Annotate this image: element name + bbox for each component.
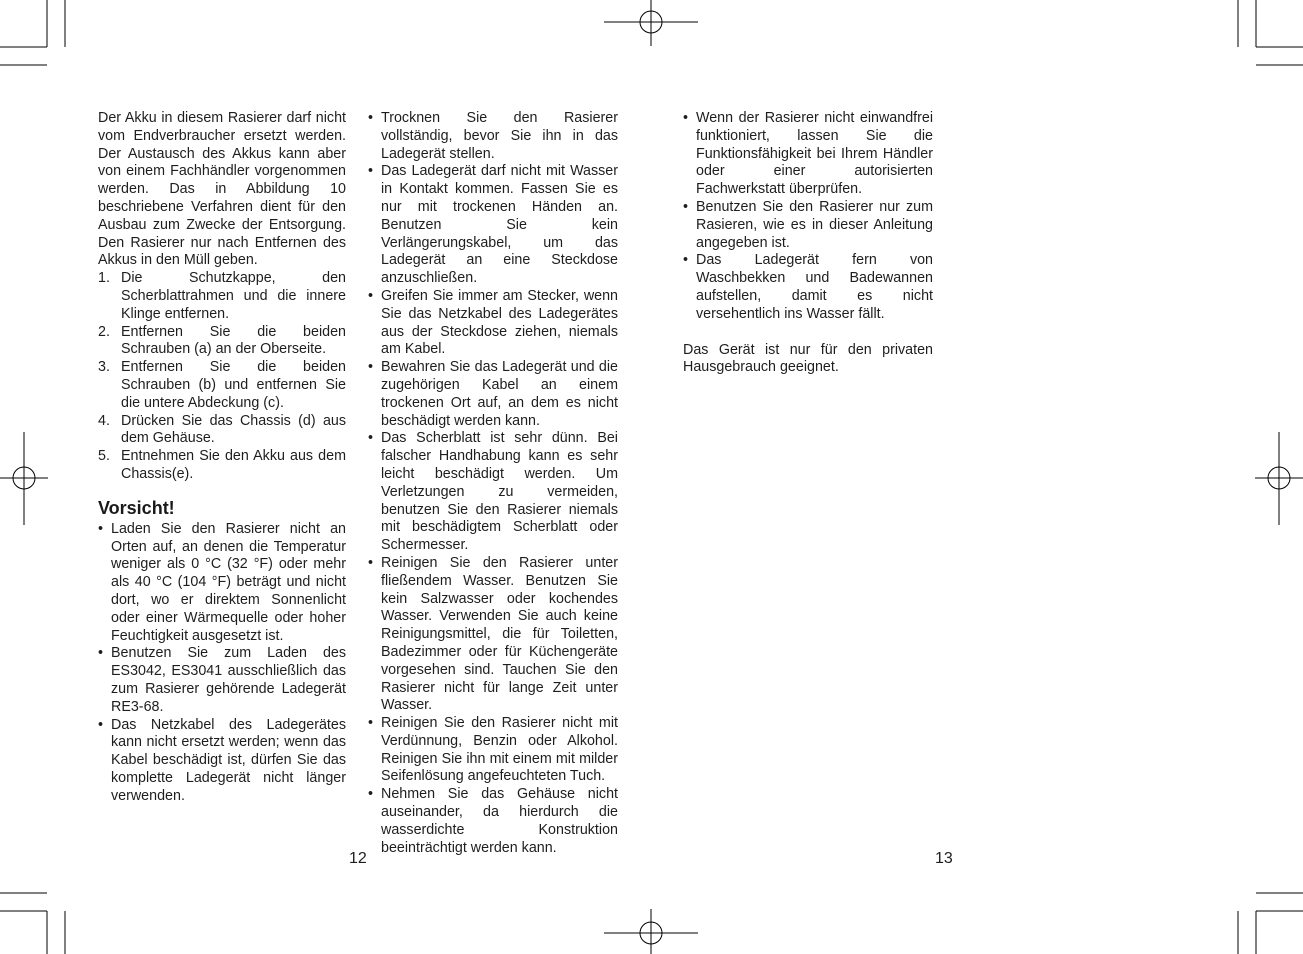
list-item [98, 413, 346, 449]
list-item: • Das Ladegerät darf nicht mit Wasser in Kontakt kommen. Fassen Sie es nur mit trockenen Händen an. Benutzen Sie kein Verlängerungskabel, um das Ladegerät an eine Steckdose anzuschließen. [368, 163, 618, 288]
registration-mark-left [0, 432, 48, 525]
private-use-note: Das Gerät ist nur für den privaten Hausgebrauch geeignet. [683, 341, 933, 376]
step-text: Entfernen Sie die beiden Schrauben (b) und entfernen Sie die untere Abdeckung (c). [121, 359, 346, 411]
list-item: • Reinigen Sie den Rasierer unter fließendem Wasser. Benutzen Sie kein Salzwasser oder kochendes Wasser. Verwenden Sie auch keine Reinigungsmittel, die für Toiletten, Badezimmer oder für Küchengeräte vorgesehen sind. Tauchen Sie den Rasierer nicht für lange Zeit unter Wasser. [368, 555, 618, 715]
list-item: • Nehmen Sie das Gehäuse nicht auseinander, da hierdurch die wasserdichte Konstruktion beeinträchtigt werden kann. [368, 786, 618, 857]
list-item: • Das Scherblatt ist sehr dünn. Bei falscher Handhabung kann es sehr leicht beschädigt werden. Um Verletzungen zu vermeiden, benutzen Sie den Rasierer niemals mit beschädigtem Scherblatt oder Schermesser. [368, 430, 618, 555]
safety-bullets [368, 110, 618, 857]
list-item [98, 270, 346, 323]
step-number: 2. [98, 323, 110, 340]
list-item [98, 324, 346, 360]
usage-bullets [683, 110, 933, 324]
list-item: • Das Ladegerät fern von Waschbekken und Badewannen aufstellen, damit es nicht versehentlich ins Wasser fällt. [683, 252, 933, 323]
caution-heading: Vorsicht! [98, 497, 175, 518]
list-item [98, 448, 346, 484]
step-number: 4. [98, 412, 110, 429]
registration-mark-top [604, 0, 698, 46]
right-column [683, 110, 933, 377]
list-item: • Benutzen Sie den Rasierer nur zum Rasieren, wie es in dieser Anleitung angegeben ist. [683, 199, 933, 252]
middle-column [368, 110, 618, 857]
list-item [98, 359, 346, 412]
registration-mark-bottom [604, 909, 698, 954]
list-item: • Reinigen Sie den Rasierer nicht mit Verdünnung, Benzin oder Alkohol. Reinigen Sie ihn mit einem mit milder Seifenlösung angefeuchteten Tuch. [368, 715, 618, 786]
page-number-left: 12 [349, 850, 367, 867]
list-item: • Bewahren Sie das Ladegerät und die zugehörigen Kabel an einem trockenen Ort auf, an dem es nicht beschädigt werden kann. [368, 359, 618, 430]
list-item: • Das Netzkabel des Ladegerätes kann nicht ersetzt werden; wenn das Kabel beschädigt ist, dürfen Sie das komplette Ladegerät nicht länger verwenden. [98, 717, 346, 806]
step-number: 5. [98, 448, 110, 465]
step-text: Die Schutzkappe, den Scherblattrahmen und die innere Klinge entfernen. [121, 270, 346, 322]
intro-paragraph: Der Akku in diesem Rasierer darf nicht vom Endverbraucher ersetzt werden. Der Austausch des Akkus kann aber von einem Fachhändler vorgenommen werden. Das in Abbildung 10 beschriebene Verfahren dient für den Ausbau zum Zwecke der Entsorgung. Den Rasierer nur nach Entfernen des Akkus in den Müll geben. [98, 110, 346, 269]
caution-bullets [98, 521, 346, 806]
list-item: • Trocknen Sie den Rasierer vollständig, bevor Sie ihn in das Ladegerät stellen. [368, 110, 618, 163]
list-item: • Greifen Sie immer am Stecker, wenn Sie das Netzkabel des Ladegerätes aus der Steckdose ziehen, niemals am Kabel. [368, 288, 618, 359]
registration-mark-right [1255, 432, 1303, 525]
page-number-right: 13 [935, 850, 953, 867]
step-text: Drücken Sie das Chassis (d) aus dem Gehäuse. [121, 412, 346, 447]
left-column [98, 110, 346, 805]
list-item: • Benutzen Sie zum Laden des ES3042, ES3041 ausschließlich das zum Rasierer gehörende Ladegerät RE3-68. [98, 645, 346, 716]
list-item: • Laden Sie den Rasierer nicht an Orten auf, an denen die Temperatur weniger als 0 °C (32 °F) oder mehr als 40 °C (104 °F) beträgt und nicht dort, wo er direktem Sonnenlicht oder einer Wärmequelle oder hoher Feuchtigkeit ausgesetzt ist. [98, 521, 346, 646]
step-number: 1. [98, 270, 110, 287]
list-item: • Wenn der Rasierer nicht einwandfrei funktioniert, lassen Sie die Funktionsfähigkeit bei Ihrem Händler oder einer autorisierten Fachwerkstatt überprüfen. [683, 110, 933, 199]
step-text: Entnehmen Sie den Akku aus dem Chassis(e). [121, 448, 346, 482]
removal-steps-list [98, 270, 346, 484]
step-text: Entfernen Sie die beiden Schrauben (a) an der Oberseite. [121, 323, 346, 358]
step-number: 3. [98, 359, 110, 376]
